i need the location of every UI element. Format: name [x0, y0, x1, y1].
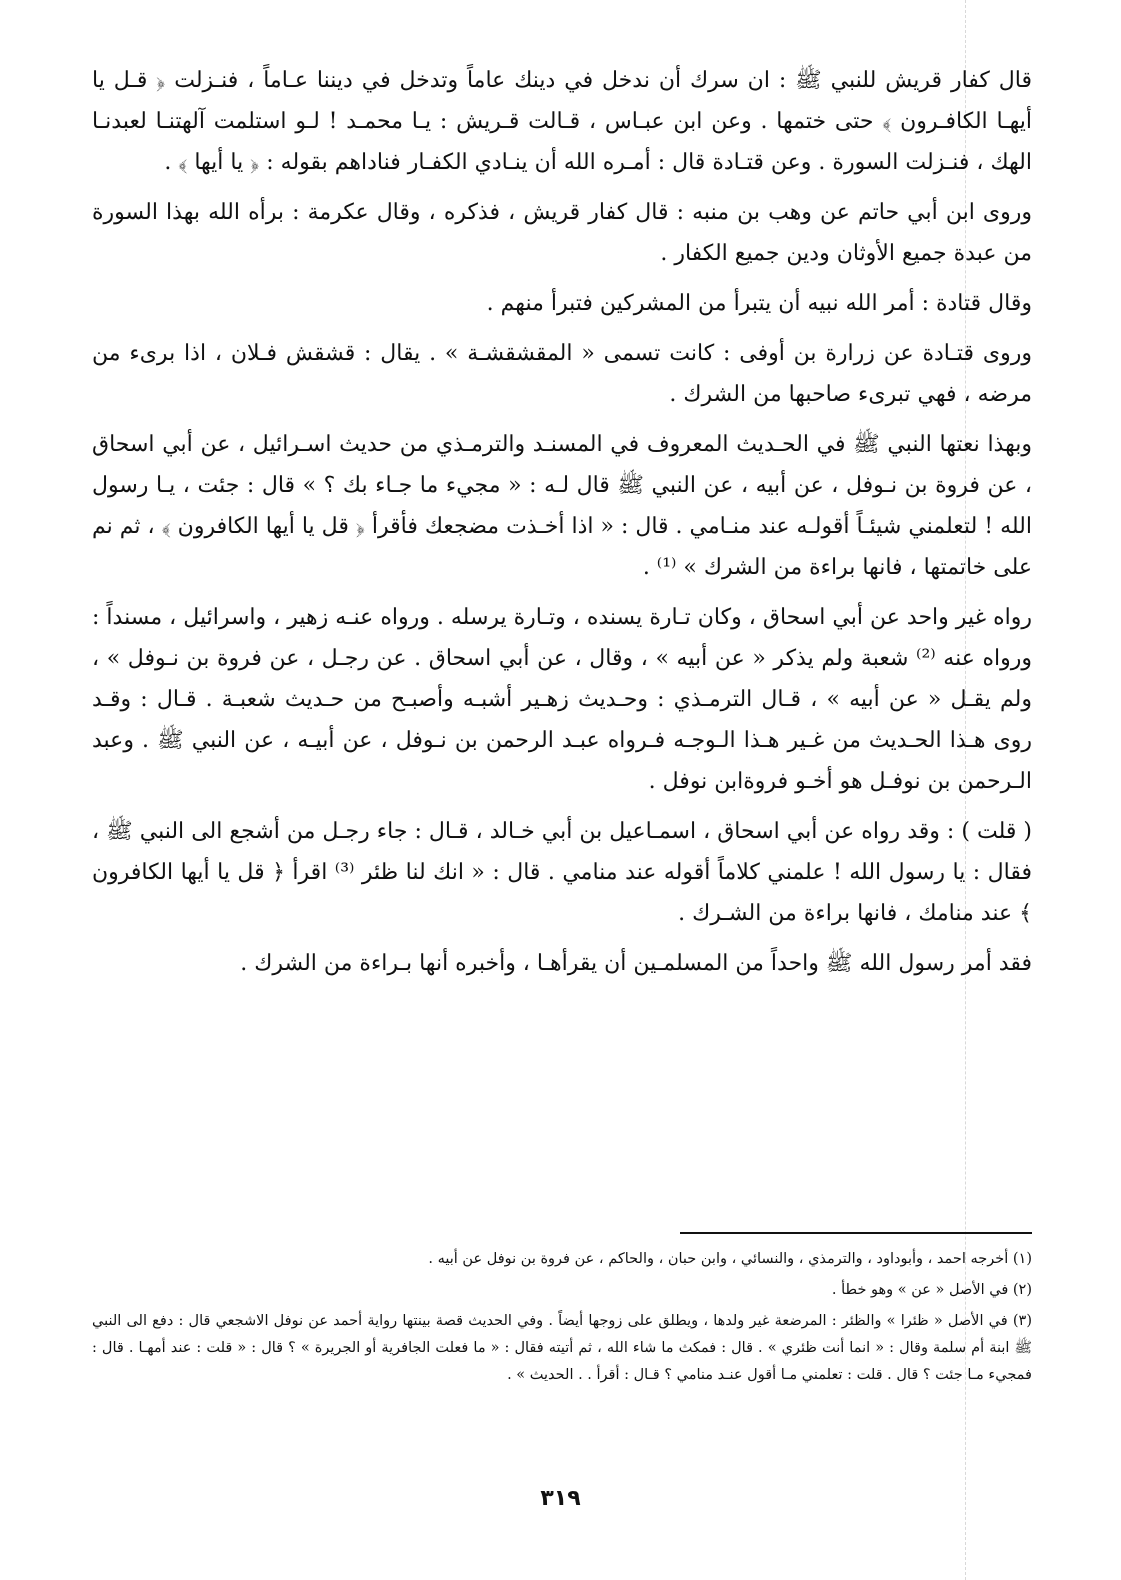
paragraph-8: فقد أمر رسول الله ﷺ واحداً من المسلمـين أن يقرأهـا ، وأخبره أنها بـراءة من الشرك .	[240, 951, 1032, 976]
paragraph-2: وروى ابن أبي حاتم عن وهب بن منبه : قال كفار قريش ، فذكره ، وقال عكرمة : برأه الله بهذا السورة من عبدة جميع الأوثان ودين جميع الكفار .	[92, 200, 1032, 266]
footnote-divider	[680, 1232, 1032, 1234]
footnote-3: (٣) في الأصل « ظئرا » والظئر : المرضعة غير ولدها ، ويطلق على زوجها أيضاً . وفي الحديث قصة بينتها رواية أحمد عن نوفل الاشجعي قال : دفع الى النبي ﷺ ابنة أم سلمة وقال : « انما أنت ظئري » . قال : فمكث ما شاء الله ، ثم أتيته فقال : « ما فعلت الجافرية أو الجريرة » ؟ قال : « قلت : عند أمهـا . قال : فمجيء مـا جئت ؟ قال . قلت : تعلمني مـا أقول عنـد منامي ؟ قـال : أقرأ . . الحديث » .	[92, 1313, 1032, 1383]
paragraph-1: قال كفار قريش للنبي ﷺ : ان سرك أن ندخل في دينك عاماً وتدخل في ديننا عـاماً ، فنـزلت ﴿ قـل يا أيهـا الكافـرون ﴾ حتى ختمها . وعن ابن عبـاس ، قـالت قـريش : يـا محمـد ! لـو استلمت آلهتنـا لعبدنـا الهك ، فنـزلت السورة . وعن قتـادة قال : أمـره الله أن ينـادي الكفـار فناداهم بقوله : ﴿ يا أيها ﴾ .	[92, 68, 1032, 175]
footnote-2: (٢) في الأصل « عن » وهو خطأ .	[831, 1282, 1032, 1298]
main-text	[92, 60, 1032, 993]
paragraph-6: رواه غير واحد عن أبي اسحاق ، وكان تـارة يسنده ، وتـارة يرسله . ورواه عنـه زهير ، واسرائيل ، مسنداً : ورواه عنه ⁽²⁾ شعبة ولم يذكر « عن أبيه » ، وقال ، عن أبي اسحاق . عن رجـل ، عن فروة بن نـوفل » ، ولم يقـل « عن أبيه » ، قـال الترمـذي : وحـديث زهـير أشبـه وأصبـح من حـديث شعبـة . قـال : وقـد روى هـذا الحـديث من غـير هـذا الـوجـه فـرواه عبـد الرحمن بن نـوفل ، عن أبيـه ، عن النبي ﷺ . وعبد الـرحمن بن نوفـل هو أخـو فروةابن نوفل .	[92, 605, 1033, 794]
paragraph-4: وروى قتـادة عن زرارة بن أوفى : كانت تسمى « المقشقشـة » . يقال : قشقش فـلان ، اذا برىء من مرضه ، فهي تبرىء صاحبها من الشرك .	[92, 341, 1032, 407]
paragraph-7: ( قلت ) : وقد رواه عن أبي اسحاق ، اسمـاعيل بن أبي خـالد ، قـال : جاء رجـل من أشجع الى النبي ﷺ ، فقال : يا رسول الله ! علمني كلاماً أقوله عند منامي . قال : « انك لنا ظئر ⁽³⁾ اقرأ ﴿ قل يا أيها الكافرون ﴾ عند منامك ، فانها براءة من الشـرك .	[92, 819, 1032, 926]
footnote-1: (١) أخرجه احمد ، وأبوداود ، والترمذي ، والنسائي ، وابن حبان ، والحاكم ، عن فروة بن نوفل عن أبيه .	[428, 1251, 1032, 1267]
paragraph-5: وبهذا نعتها النبي ﷺ في الحـديث المعروف في المسنـد والترمـذي من حديث اسـرائيل ، عن أبي اسحاق ، عن فروة بن نـوفل ، عن أبيه ، عن النبي ﷺ قال لـه : « مجيء ما جـاء بك ؟ » قال : جئت ، يـا رسول الله ! لتعلمني شيئـاً أقولـه عند منـامي . قال : « اذا أخـذت مضجعك فأقرأ ﴿ قل يا أيها الكافرون ﴾ ، ثم نم على خاتمتها ، فانها براءة من الشرك » ⁽¹⁾ .	[92, 432, 1032, 580]
page-number: ٣١٩	[540, 1486, 581, 1511]
footnotes	[92, 1246, 1032, 1393]
paragraph-3: وقال قتادة : أمر الله نبيه أن يتبرأ من المشركين فتبرأ منهم .	[486, 291, 1032, 316]
